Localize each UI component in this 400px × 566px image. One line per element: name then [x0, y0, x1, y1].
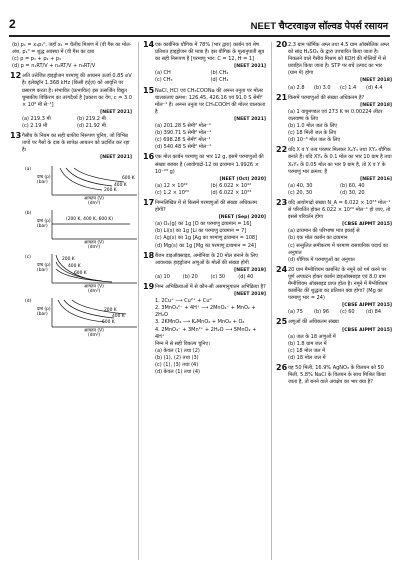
question-20: [276, 42, 392, 92]
reaction: 2. 3MnO₄²⁻ + 4H⁺ ⟶ 2MnO₄⁻ + MnO₂ + 2H₂O: [155, 305, 256, 319]
curve-label: 600 K: [74, 270, 87, 276]
graph-option-b: [25, 208, 132, 250]
question-text: किसमें परमाणुओं की संख्या अधिकतम है?: [288, 94, 365, 101]
graph-label: (a): [25, 166, 32, 172]
option: (a) 2.8: [288, 84, 305, 91]
question-17: [143, 197, 266, 250]
option: (b) 6.022 × 10²²: [210, 182, 252, 189]
question-text: एक मोल कार्बन परमाणु का भार 12 g, इसमें परमाणुओं की संख्या बराबर है (आवोगाद्रो-12 का द्रव्यमान 1.9926 × 10⁻²³ g): [155, 154, 264, 175]
curve-label: 400 K: [68, 263, 81, 269]
option: (d) 30, 20: [340, 189, 365, 196]
option: (d) p = n₁RT/V + n₂RT/V + n₃RT/V: [12, 63, 96, 70]
option: (b) p₁ = x₁p₁⁰, जहाँ x₁ = घैलीय मिश्रण में (वी गैस का मोल-अंश, p₁⁰ = शुद्ध अवस्था में (वी गैस का दाब: [12, 42, 132, 56]
option: (d) 10⁻³ मोल जल के लिए: [288, 137, 341, 144]
graph-option-d: [25, 296, 132, 338]
option: (c) 1.2 × 10²³: [155, 189, 189, 196]
question-19: [143, 284, 266, 376]
question-number: 19: [143, 282, 155, 291]
option: (d) CH₄: [210, 77, 229, 84]
x-axis-label: आयतन (V): [84, 328, 104, 333]
option: (d) Mg(s) का 1g [Mg का परमाणु द्रव्यमान = 24]: [155, 242, 257, 249]
x-axis-label: आयतन (V): [84, 284, 104, 289]
option: (c) 1.4: [340, 84, 357, 91]
option: (c) 18 मिली जल के लिए: [288, 130, 337, 137]
option: (d) केवल (1) तथा (4): [155, 369, 200, 376]
y-axis-unit: (bar): [37, 267, 48, 273]
question-13: [10, 131, 135, 338]
option: (a) केवल (1) तथा (2): [155, 347, 200, 354]
option: (b) 20: [182, 273, 198, 280]
question-number: 21: [276, 92, 288, 102]
question-text: 2.3 ग्राम फॉर्मिक अम्ल तथा 4.5 ग्राम ऑक्सेलिक अम्ल को सांद्र H₂SO₄ के द्वारा उपचारित किया जाता है। निकलने वाले गैसीय मिश्रण को KOH की गोलियों में से प्रवाहित किया जाता है। STP पर बचे उत्पाद का भार (ग्राम में) होगा: [288, 42, 389, 77]
option: (b) (1), (2) तथा (3): [155, 354, 199, 361]
q11-continued: [10, 42, 132, 70]
option: (a) O₂(g) का 1g [O का परमाणु द्रव्यमान = 16]: [155, 221, 252, 228]
exam-tag: [NEET (Oct) 2020]: [219, 176, 266, 182]
option: (a) CH: [155, 70, 171, 77]
question-text: 20 ग्राम मैग्नीशियम कार्बोनेट के नमूने को गर्म करने पर पूर्ण अपघटन होकर कार्बन डाइऑक्साइड एवं 8.0 ग्राम मैग्नीशियम ऑक्साइड प्राप्त होता है। नमूने में मैग्नीशियम कार्बोनेट की शुद्धता का प्रतिशत क्या होगा? (Mg का परमाणु भार = 24): [288, 266, 388, 302]
option: (c) 2.19 मी: [22, 123, 48, 130]
exam-tag: [NEET 2016]: [360, 176, 392, 182]
x-axis-unit: (dm³): [88, 288, 101, 294]
option: (b) 1.0 मोल जल के लिए: [288, 123, 338, 130]
question-number: 22: [276, 145, 288, 155]
option: (a) 1 वायुमण्डल एवं 273 K पर 0.00224 लीटर जलवाष्प के लिए: [288, 108, 383, 122]
question-text: निम्नलिखित में से किसमें परमाणुओं की संख्या अधिकतम होगी?: [155, 199, 257, 214]
option: (d) 40: [238, 273, 254, 280]
isotherm-curve: [74, 168, 124, 182]
option: (d) 540.48 S सेमी² मोल⁻¹: [155, 144, 212, 151]
question-14: [143, 42, 266, 85]
exam-tag: [CBSE AIPMT 2015]: [342, 327, 392, 333]
reaction: 1. 2Cu⁺ ⟶ Cu²⁺ + Cu⁰: [155, 298, 212, 305]
y-axis-label: दाब (p): [37, 218, 51, 224]
option: (c) सन्तुलित समीकरण में परमाण रासायनिक पदार्थ का अनुपात: [288, 242, 388, 256]
option: (b) 3.0: [314, 84, 331, 91]
y-axis-unit: (bar): [37, 179, 48, 185]
option: (b) 60, 40: [340, 182, 365, 189]
option: (c) (1), (3) तथा (4): [155, 362, 199, 369]
options: [288, 183, 392, 197]
curve-label: (200 K, 400 K, 600 K): [66, 216, 113, 222]
curve-label: 600 K: [122, 175, 135, 181]
exam-tag: [NEET 2021]: [100, 109, 132, 115]
option: (b) Li(s) का 1g [Li का परमाणु द्रव्यमान = 7]: [155, 228, 247, 235]
option: (d) 18 मोल जल में: [288, 354, 326, 361]
option: (a) द्रव्यमान की परिभाषा मात्र इकाई से: [288, 228, 360, 235]
question-21: [276, 92, 392, 145]
question-number: 26: [276, 363, 288, 373]
isotherm-curve: [72, 300, 126, 314]
question-text: बैंजन डाइऑक्साइड, अमोनिया के 20 मोल बनाने के लिए आवश्यक हाइड्रोजन अणुओं के मोलों की संख्या होगी: [155, 252, 258, 266]
option: (b) 1.8 ग्राम जल में: [288, 340, 327, 347]
page-header: [0, 0, 400, 40]
options: [155, 183, 266, 197]
y-axis-label: दाब (p): [37, 174, 51, 180]
option: (b) 219.2 मी: [77, 115, 106, 122]
curve-label: 400 K: [112, 313, 125, 319]
graph-label: (d): [25, 298, 32, 304]
option: (b) 96: [314, 309, 330, 316]
x-axis-unit: (dm³): [88, 200, 101, 206]
option: (c) 60: [340, 309, 355, 316]
exam-tag: [NEET 2021]: [100, 155, 132, 161]
graph-label: (c): [25, 254, 31, 260]
option: (d) 4.4: [366, 84, 383, 91]
question-text: गैसीय के नियम का सही ग्राफीय निरूपण चुनिए, जो विभिन्न तापों पर गैसों के दाब के सापेक्ष आयतन को प्रदर्शित कर रहा है।: [22, 133, 130, 154]
question-text: यदि आवोगाद्रो संख्या N_A = 6.022 × 10²³ मोल⁻¹ से परिवर्तित होकर 6.022 × 10²⁰ मोल⁻¹ हो जाए, तो इससे परिवर्तन होगा: [288, 199, 391, 221]
y-axis-label: दाब (p): [37, 306, 51, 312]
question-number: 24: [276, 264, 288, 274]
question-25: [276, 319, 392, 362]
option: (a) 219.3 मी: [22, 115, 51, 122]
question-number: 13: [10, 131, 22, 141]
option: (d) 21.92 मी: [77, 123, 106, 130]
question-18: [143, 250, 266, 281]
question-text: यदि X व Y तत्व परस्पर मिलकर X₂Y₃ तथा XY₂ यौगिक बनाते हैं। यदि XY₂ के 0.1 मोल का भार 10 ग्राम है तथा X₂Y₃ के 0.05 मोल का भार 9 ग्राम है, तो X व Y के परमाणु भार क्रमश: हैं: [288, 147, 392, 175]
question-number: 16: [143, 152, 155, 162]
question-text: निम्न अभिक्रियाओं में से कौन-सी असमानुपातन अभिक्रिया है?: [155, 284, 266, 290]
options: [155, 274, 266, 281]
option: (c) p = p₁ + p₂ + p₃: [12, 56, 62, 63]
question-number: 20: [276, 40, 288, 49]
option: (a) 10: [155, 273, 170, 280]
graph-option-c: [25, 252, 132, 294]
question-26: [276, 365, 392, 386]
option: (c) 698.28 S सेमी² मोल⁻¹: [155, 137, 211, 144]
question-number: 18: [143, 250, 155, 260]
options: [22, 116, 132, 130]
exam-tag: [NEET (Sep) 2020]: [218, 215, 266, 221]
option: (c) Ag(s) का 1g [Ag का परमाणु द्रव्यमान = 108]: [155, 235, 258, 242]
option: (a) 75: [288, 309, 303, 316]
exam-tag: [NEET 2018]: [360, 102, 392, 108]
question-text: NaCl, HCl एवं CH₃COONa की अनन्त तनुता पर मोलर चालकताएं क्रमश: 126.45, 426.16 एवं 91.0 S सेमी² मोल⁻¹ है। अनन्त तनुता पर CH₃COOH की मोलर चालकता है: [155, 87, 266, 115]
y-axis-unit: (bar): [37, 311, 48, 317]
question-15: [143, 85, 266, 152]
choose-instruction: निम्न में से सही विकल्प चुनिए।: [155, 340, 210, 347]
options: [288, 309, 392, 316]
question-number: 17: [143, 197, 155, 207]
question-24: [276, 264, 392, 317]
curve-label: 200 K: [104, 307, 117, 313]
option: (d) 84: [366, 309, 382, 316]
exam-tag: [NEET 2021]: [234, 116, 266, 122]
header-rule: [9, 35, 390, 37]
question-text: अणुओं की अधिकतम संख्या: [288, 319, 339, 326]
isotherm-curve: [66, 168, 112, 186]
question-number: 12: [10, 71, 22, 81]
option: (c) 20, 30: [288, 189, 313, 196]
graph-option-a: [25, 164, 135, 206]
option: (b) एक मोल कार्बन का द्रव्यमान: [288, 235, 348, 242]
option: (b) CH₂: [210, 70, 229, 77]
column-3: [276, 42, 392, 389]
question-number: 15: [143, 85, 155, 95]
option: (a) जल के 18 अणुओं में: [288, 333, 336, 340]
question-text: अति उत्तेजित हाइड्रोजन परमाणु की आयनन ऊर्जा 0.85 eV है। इलेक्ट्रॉन 1.368 kHz (किसी हर्ट्ज़) को आवृत्ति पर प्रसारण करता है। संभावित (फ्रभावित) इस उत्सर्जित विद्युत चुम्बकीय विकिरण का तरंगदैर्ध्य है [प्रकाश का वेग, c = 3.0 × 10⁸ मी से⁻¹]: [22, 73, 132, 108]
x-axis-label: आयतन (V): [84, 240, 104, 245]
y-axis-label: दाब (p): [37, 262, 51, 268]
x-axis-unit: (dm³): [88, 332, 101, 338]
curve-label: 200 K: [62, 256, 75, 262]
question-text: एक कार्बनिक यौगिक में 78% (भार द्वारा) कार्बन एवं शेष प्रतिशत हाइड्रोजन की मात्रा है। इस यौगिक के मूलानुपाती सूत्र का सही निरूपण है [परमाणु भार: C = 12, H = 1]: [155, 42, 265, 63]
reaction: 3. 2KMnO₄ ⟶ K₂MnO₄ + MnO₂ + O₂: [155, 319, 245, 326]
x-axis-label: आयतन (V): [84, 196, 104, 201]
question-text: यह 50 मिली, 16.9% AgNO₃ के विलयन को 50 मिली, 5.8% NaCl के विलयन के साथ मिश्रित किया जाता है, तो बनने वाले अवक्षेप का भार क्या है?: [288, 365, 386, 386]
option: (c) 30: [210, 273, 226, 280]
question-22: [276, 147, 392, 197]
column-2: [143, 42, 266, 379]
question-16: [143, 154, 266, 197]
curve-label: 600 K: [102, 319, 115, 325]
question-number: 25: [276, 317, 288, 327]
reaction: 4. 2MnO₄⁻ + 3Mn²⁺ + 2H₂O ⟶ 5MnO₂ + 4H⁺: [155, 326, 257, 340]
exam-tag: [CBSE AIPMT 2015]: [342, 222, 392, 228]
question-12: [10, 73, 132, 130]
book-title: NEET चैप्टरवाइज सॉल्वड पेपर्स रसायन: [250, 21, 388, 32]
option: (a) 40, 30: [288, 182, 313, 189]
option: (d) यौगिक में परमाणुओं का अनुपात: [288, 256, 355, 263]
question-23: [276, 197, 392, 264]
exam-tag: [NEET 2019]: [234, 292, 266, 298]
exam-tag: [NEET 2018]: [360, 78, 392, 84]
options: [155, 70, 266, 84]
y-axis-unit: (bar): [37, 223, 48, 229]
option: (c) 18 मोल जल में: [288, 347, 326, 354]
options: [288, 85, 392, 92]
page-number: 2: [9, 17, 16, 31]
option: (c) CH₃: [155, 77, 173, 84]
exam-tag: [NEET 2019]: [234, 267, 266, 273]
option: (d) 6.022 × 10²³: [210, 189, 252, 196]
curve-label: 400 K: [114, 182, 127, 188]
question-number: 23: [276, 197, 288, 207]
option: (a) 201.28 S सेमी² मोल⁻¹: [155, 123, 211, 130]
curve-label: 200 K: [104, 187, 117, 193]
option: (a) 12 × 10²²: [155, 182, 188, 189]
question-number: 14: [143, 40, 155, 49]
x-axis-unit: (dm³): [88, 244, 101, 250]
column-1: [10, 42, 135, 340]
column-divider: [271, 42, 272, 560]
exam-tag: [NEET 2021]: [234, 64, 266, 70]
graph-label: (b): [25, 210, 32, 216]
option: (b) 390.71 S सेमी² मोल⁻¹: [155, 130, 212, 137]
exam-tag: [CBSE AIPMT 2015]: [342, 303, 392, 309]
